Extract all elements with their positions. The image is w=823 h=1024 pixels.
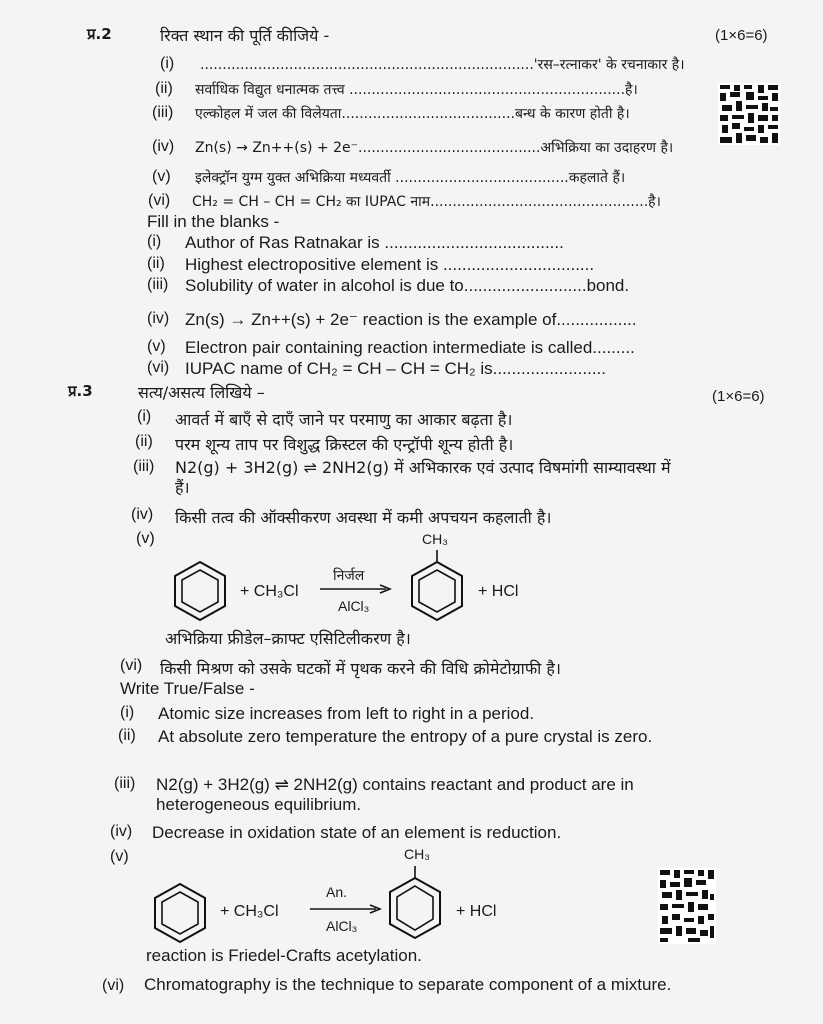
reagent-label: + CH₃Cl	[220, 903, 279, 920]
reagent-label: + CH₃Cl	[240, 583, 299, 600]
q3-en-num: (v)	[110, 848, 129, 865]
benzene-ring-icon	[172, 560, 228, 622]
q2-hi-num: (iv)	[152, 138, 175, 155]
q3-hi-num: (iii)	[133, 458, 155, 475]
q2-en-num: (ii)	[147, 255, 165, 272]
q3-title-hindi: सत्य/असत्य लिखिये –	[138, 383, 265, 402]
q3-en-text: Chromatography is the technique to separate component of a mixture.	[144, 975, 672, 994]
q3-en-num: (i)	[120, 704, 135, 721]
q2-hi-num: (ii)	[155, 80, 173, 97]
q2-hi-text: एल्कोहल में जल की विलेयता.......................................बन्ध के कारण होती है।	[195, 106, 630, 122]
q3-hi-num: (vi)	[120, 657, 143, 674]
substituent-label: CH₃	[422, 531, 448, 547]
q2-en-text: IUPAC name of CH₂ = CH – CH = CH₂ is........................	[185, 359, 606, 378]
q2-title-english: Fill in the blanks -	[147, 212, 280, 231]
q2-en-text: Electron pair containing reaction intermediate is called.........	[185, 338, 635, 357]
arrow-bottom-label: AlCl₃	[326, 918, 358, 934]
q2-en-num: (iv)	[147, 310, 170, 327]
q3-hi-text: किसी तत्व की ऑक्सीकरण अवस्था में कमी अपचयन कहलाती है।	[175, 508, 552, 527]
q2-hi-num: (v)	[152, 168, 171, 185]
benzene-ring-icon	[386, 866, 444, 942]
arrow-bottom-label: AlCl₃	[338, 598, 370, 614]
q2-number: प्र.2	[87, 25, 112, 43]
q2-en-text: Author of Ras Ratnakar is ......................................	[185, 233, 564, 252]
q2-hi-num: (vi)	[148, 192, 171, 209]
arrow-icon	[310, 904, 382, 914]
arrow-icon	[320, 584, 392, 594]
product-label: + HCl	[456, 903, 497, 920]
product-label: + HCl	[478, 583, 519, 600]
q3-en-text: Atomic size increases from left to right in a period.	[158, 704, 535, 723]
q2-en-text: Highest electropositive element is ................................	[185, 255, 595, 274]
q2-hi-text: CH₂ = CH – CH = CH₂ का IUPAC नाम.................................................है।	[192, 194, 661, 210]
q3-en-num: (ii)	[118, 727, 136, 744]
q3-marks: (1×6=6)	[712, 388, 765, 405]
reaction-caption: reaction is Friedel-Crafts acetylation.	[146, 946, 422, 965]
q3-hi-num: (iv)	[131, 506, 154, 523]
q2-en-text: Solubility of water in alcohol is due to..........................bond.	[185, 276, 630, 295]
q2-en-num: (i)	[147, 233, 162, 250]
q3-hi-text: किसी मिश्रण को उसके घटकों में पृथक करने की विधि क्रोमेटोग्राफी है।	[160, 659, 561, 678]
q3-hi-num: (i)	[137, 408, 152, 425]
arrow-top-label: An.	[326, 884, 348, 900]
q3-hi-num: (ii)	[135, 433, 153, 450]
q2-hi-num: (i)	[160, 55, 175, 72]
q3-hi-text: परम शून्य ताप पर विशुद्ध क्रिस्टल की एन्ट्रॉपी शून्य होती है।	[175, 435, 514, 454]
benzene-ring-icon	[152, 882, 208, 944]
q3-number: प्र.3	[68, 382, 93, 400]
q2-title-hindi: रिक्त स्थान की पूर्ति कीजिये -	[160, 26, 330, 45]
qr-code-icon	[658, 868, 716, 944]
benzene-ring-icon	[408, 550, 466, 624]
q2-hi-text: Zn(s) → Zn++(s) + 2e⁻.........................................अभिक्रिया का उदाहरण है।	[195, 140, 674, 156]
q3-en-num: (iii)	[114, 775, 136, 792]
q3-title-english: Write True/False -	[120, 679, 255, 698]
q3-hi-text: N2(g) + 3H2(g) ⇌ 2NH2(g) में अभिकारक एवं उत्पाद विषमांगी साम्यावस्था में हैं।	[175, 458, 671, 497]
arrow-top-label: निर्जल	[333, 568, 365, 584]
q2-en-num: (v)	[147, 338, 166, 355]
q3-en-text: Decrease in oxidation state of an element is reduction.	[152, 823, 562, 842]
q2-marks: (1×6=6)	[715, 27, 768, 44]
q3-en-text: At absolute zero temperature the entropy of a pure crystal is zero.	[158, 727, 653, 746]
substituent-label: CH₃	[404, 846, 430, 862]
q2-en-text: Zn(s) → Zn++(s) + 2e⁻ reaction is the example of.................	[185, 310, 637, 329]
q2-hi-text: ...........................................................................'रस–रत्नाकर' के रचनाकार है।	[200, 57, 685, 73]
q2-hi-text: सर्वाधिक विद्युत धनात्मक तत्त्व ..............................................................है।	[195, 82, 638, 98]
q3-en-text: N2(g) + 3H2(g) ⇌ 2NH2(g) contains reactant and product are in heterogeneous equilibrium.	[156, 775, 634, 814]
qr-code-icon	[718, 83, 780, 145]
q3-en-num: (iv)	[110, 823, 133, 840]
q2-en-num: (iii)	[147, 276, 169, 293]
reaction-caption: अभिक्रिया फ्रीडेल–क्राफ्ट एसिटिलीकरण है।	[165, 629, 411, 648]
q3-hi-num: (v)	[136, 530, 155, 547]
q3-hi-text: आवर्त में बाएँ से दाएँ जाने पर परमाणु का आकार बढ़ता है।	[175, 410, 513, 429]
q2-hi-text: इलेक्ट्रॉन युग्म युक्त अभिक्रिया मध्यवर्ती .......................................कहलाते हैं।	[195, 170, 626, 186]
q2-en-num: (vi)	[147, 359, 170, 376]
q2-hi-num: (iii)	[152, 104, 174, 121]
q3-en-num: (vi)	[102, 977, 125, 994]
